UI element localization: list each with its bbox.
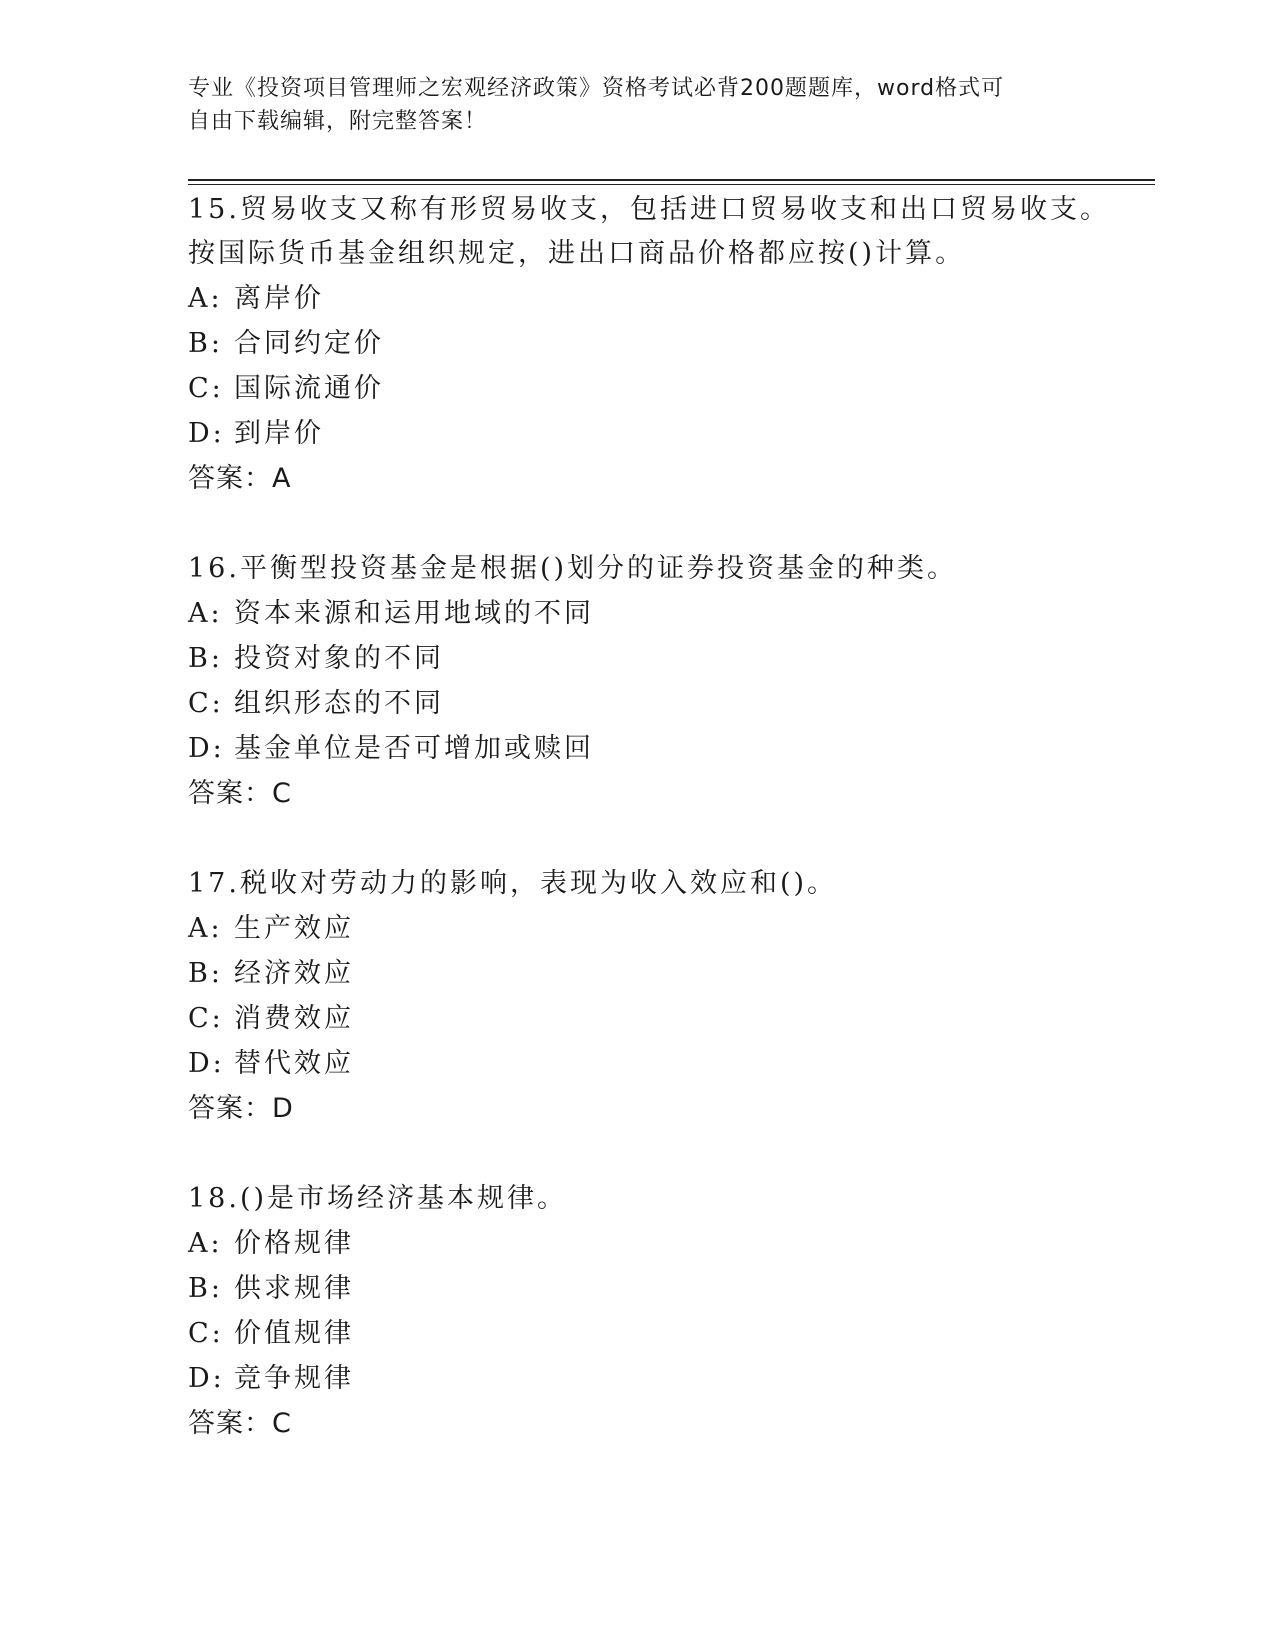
option-letter: C: xyxy=(188,373,224,404)
option-letter: B: xyxy=(188,958,223,989)
option-text: 离岸价 xyxy=(234,283,324,314)
option-d xyxy=(188,726,1118,771)
option-text: 价值规律 xyxy=(234,1318,354,1349)
option-text: 资本来源和运用地域的不同 xyxy=(234,598,594,629)
option-c xyxy=(188,1311,1118,1356)
option-text: 组织形态的不同 xyxy=(234,688,444,719)
question-stem-line: 15.贸易收支又称有形贸易收支，包括进口贸易收支和出口贸易收支。 xyxy=(188,194,1110,225)
question-spacer xyxy=(188,816,1118,862)
option-letter: A: xyxy=(188,913,223,944)
option-text: 国际流通价 xyxy=(234,373,384,404)
header-divider-thin xyxy=(188,184,1155,185)
option-text: 基金单位是否可增加或赎回 xyxy=(234,733,594,764)
option-letter: A: xyxy=(188,283,223,314)
question-stem-line: 18.()是市场经济基本规律。 xyxy=(188,1183,568,1214)
option-letter: D: xyxy=(188,733,225,764)
option-letter: B: xyxy=(188,643,223,674)
option-text: 消费效应 xyxy=(234,1003,354,1034)
option-text: 到岸价 xyxy=(234,418,324,449)
option-letter: D: xyxy=(188,418,225,449)
answer-line: 答案：A xyxy=(188,463,292,494)
option-letter: B: xyxy=(188,1273,223,1304)
option-text: 生产效应 xyxy=(234,913,354,944)
option-a xyxy=(188,591,1118,636)
option-b xyxy=(188,951,1118,996)
answer-line: 答案：C xyxy=(188,1408,292,1439)
option-letter: A: xyxy=(188,598,223,629)
option-a xyxy=(188,276,1118,321)
option-text: 供求规律 xyxy=(234,1273,354,1304)
option-b xyxy=(188,321,1118,366)
option-letter: C: xyxy=(188,1003,224,1034)
option-c xyxy=(188,996,1118,1041)
header-divider-thick xyxy=(188,179,1155,181)
question-17 xyxy=(188,862,1118,1131)
option-letter: A: xyxy=(188,1228,223,1259)
option-text: 价格规律 xyxy=(234,1228,354,1259)
option-d xyxy=(188,1041,1118,1086)
question-15 xyxy=(188,188,1118,501)
question-16 xyxy=(188,547,1118,816)
question-stem-line: 16.平衡型投资基金是根据()划分的证券投资基金的种类。 xyxy=(188,553,958,584)
option-letter: B: xyxy=(188,328,223,359)
option-letter: D: xyxy=(188,1048,225,1079)
option-letter: D: xyxy=(188,1363,225,1394)
option-letter: C: xyxy=(188,688,224,719)
question-stem-line: 按国际货币基金组织规定，进出口商品价格都应按()计算。 xyxy=(188,238,966,269)
option-a xyxy=(188,906,1118,951)
option-text: 合同约定价 xyxy=(234,328,384,359)
answer-line: 答案：C xyxy=(188,778,292,809)
option-b xyxy=(188,1266,1118,1311)
option-c xyxy=(188,366,1118,411)
option-d xyxy=(188,1356,1118,1401)
answer-line: 答案：D xyxy=(188,1093,294,1124)
option-d xyxy=(188,411,1118,456)
option-text: 经济效应 xyxy=(234,958,354,989)
header-line-2: 自由下载编辑，附完整答案！ xyxy=(188,109,488,134)
option-c xyxy=(188,681,1118,726)
option-text: 竞争规律 xyxy=(234,1363,354,1394)
header-line-1: 专业《投资项目管理师之宏观经济政策》资格考试必背200题题库，word格式可 xyxy=(188,76,1005,101)
option-b xyxy=(188,636,1118,681)
option-letter: C: xyxy=(188,1318,224,1349)
option-text: 投资对象的不同 xyxy=(234,643,444,674)
question-spacer xyxy=(188,1131,1118,1177)
question-18 xyxy=(188,1177,1118,1446)
question-spacer xyxy=(188,501,1118,547)
question-stem-line: 17.税收对劳动力的影响，表现为收入效应和()。 xyxy=(188,868,838,899)
option-text: 替代效应 xyxy=(234,1048,354,1079)
option-a xyxy=(188,1221,1118,1266)
question-list xyxy=(188,188,1118,1446)
document-header xyxy=(188,72,1068,138)
